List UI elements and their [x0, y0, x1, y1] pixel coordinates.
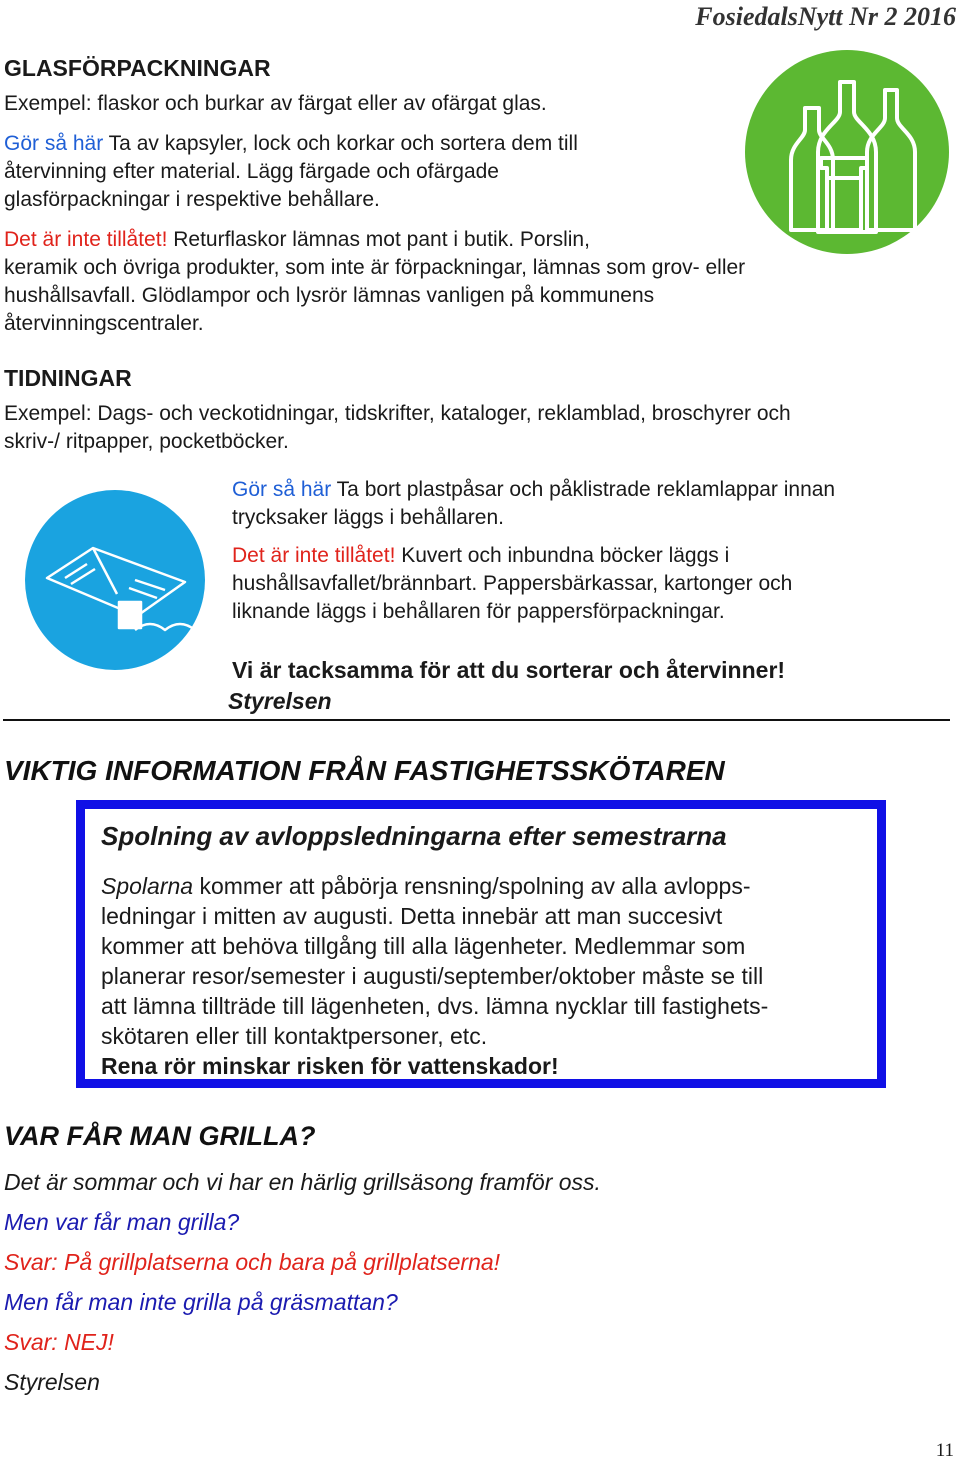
grilla-answer-1: Svar: På grillplatserna och bara på grillplatserna!: [4, 1249, 501, 1275]
glas-line2: återvinning efter material. Lägg färgade och ofärgade: [4, 160, 499, 183]
glas-line6: hushållsavfall. Glödlampor och lysrör lämnas vanligen på kommunens: [4, 284, 655, 307]
info-line6: skötaren eller till kontaktpersoner, etc.: [101, 1023, 488, 1049]
tidningar-gor-text: Ta bort plastpåsar och påklistrade reklamlappar innan: [331, 478, 836, 501]
grilla-signature: Styrelsen: [4, 1369, 100, 1395]
publication-header: FosiedalsNytt Nr 2 2016: [695, 2, 956, 31]
grilla-question-2: Men får man inte grilla på gräsmattan?: [4, 1289, 398, 1315]
grilla-body: [4, 1162, 601, 1402]
glas-body: [4, 130, 744, 214]
info-line4: planerar resor/semester i augusti/september/oktober måste se till: [101, 963, 764, 989]
info-box-body: [101, 871, 871, 1081]
tidningar-not-allowed-label: Det är inte tillåtet!: [232, 544, 396, 567]
thanks-line: Vi är tacksamma för att du sorterar och återvinner!: [232, 657, 786, 683]
glas-not-allowed-text: Returflaskor lämnas mot pant i butik. Porslin,: [167, 228, 590, 251]
info-line5: att lämna tillträde till lägenheten, dvs. lämna nycklar till fastighets-: [101, 993, 769, 1019]
info-lead-italic: Spolarna: [101, 873, 194, 899]
tidningar-title: TIDNINGAR: [4, 365, 132, 391]
tidningar-signature: Styrelsen: [228, 688, 332, 714]
glas-gor-label: Gör så här: [4, 132, 104, 155]
glas-title: GLASFÖRPACKNINGAR: [4, 55, 271, 81]
tidningar-not-allowed-text: Kuvert och inbundna böcker läggs i: [395, 544, 730, 567]
page-number: 11: [935, 1440, 954, 1461]
info-box: [76, 800, 886, 1088]
tidningar-gor-line2: trycksaker läggs i behållaren.: [232, 506, 504, 529]
tidningar-example-line2: skriv-/ ritpapper, pocketböcker.: [4, 430, 289, 453]
grilla-answer-2: Svar: NEJ!: [4, 1329, 114, 1355]
viktig-title: VIKTIG INFORMATION FRÅN FASTIGHETSSKÖTAREN: [4, 755, 725, 786]
info-box-title: Spolning av avloppsledningarna efter semestrarna: [101, 821, 727, 851]
info-line2: ledningar i mitten av augusti. Detta innebär att man succesivt: [101, 903, 723, 929]
glas-line7: återvinningscentraler.: [4, 312, 204, 335]
grilla-title: VAR FÅR MAN GRILLA?: [4, 1121, 316, 1151]
tidningar-example-line1: Exempel: Dags- och veckotidningar, tidskrifter, kataloger, reklamblad, broschyrer och: [4, 402, 791, 425]
grilla-line1: Det är sommar och vi har en härlig grillsäsong framför oss.: [4, 1169, 601, 1195]
glas-example: Exempel: flaskor och burkar av färgat eller av ofärgat glas.: [4, 92, 547, 115]
glas-gor-text: Ta av kapsyler, lock och korkar och sortera dem till: [103, 132, 578, 155]
tidningar-rules: [232, 476, 952, 626]
info-bold-line: Rena rör minskar risken för vattenskador!: [101, 1053, 559, 1079]
glas-line3: glasförpackningar i respektive behållare.: [4, 188, 380, 211]
tidningar-na-line2: hushållsavfallet/brännbart. Pappersbärkassar, kartonger och: [232, 572, 793, 595]
grilla-question-1: Men var får man grilla?: [4, 1209, 240, 1235]
tidningar-example: [4, 400, 954, 456]
glas-not-allowed-label: Det är inte tillåtet!: [4, 228, 168, 251]
info-line1: kommer att påbörja rensning/spolning av alla avlopps-: [193, 873, 751, 899]
tidningar-na-line3: liknande läggs i behållaren för pappersförpackningar.: [232, 600, 725, 623]
newspaper-icon: [25, 490, 205, 670]
tidningar-gor-label: Gör så här: [232, 478, 332, 501]
glass-bottles-icon: [745, 50, 950, 255]
section-divider: [3, 719, 950, 721]
glas-line5: keramik och övriga produkter, som inte är förpackningar, lämnas som grov- eller: [4, 256, 746, 279]
info-line3: kommer att behöva tillgång till alla lägenheter. Medlemmar som: [101, 933, 746, 959]
